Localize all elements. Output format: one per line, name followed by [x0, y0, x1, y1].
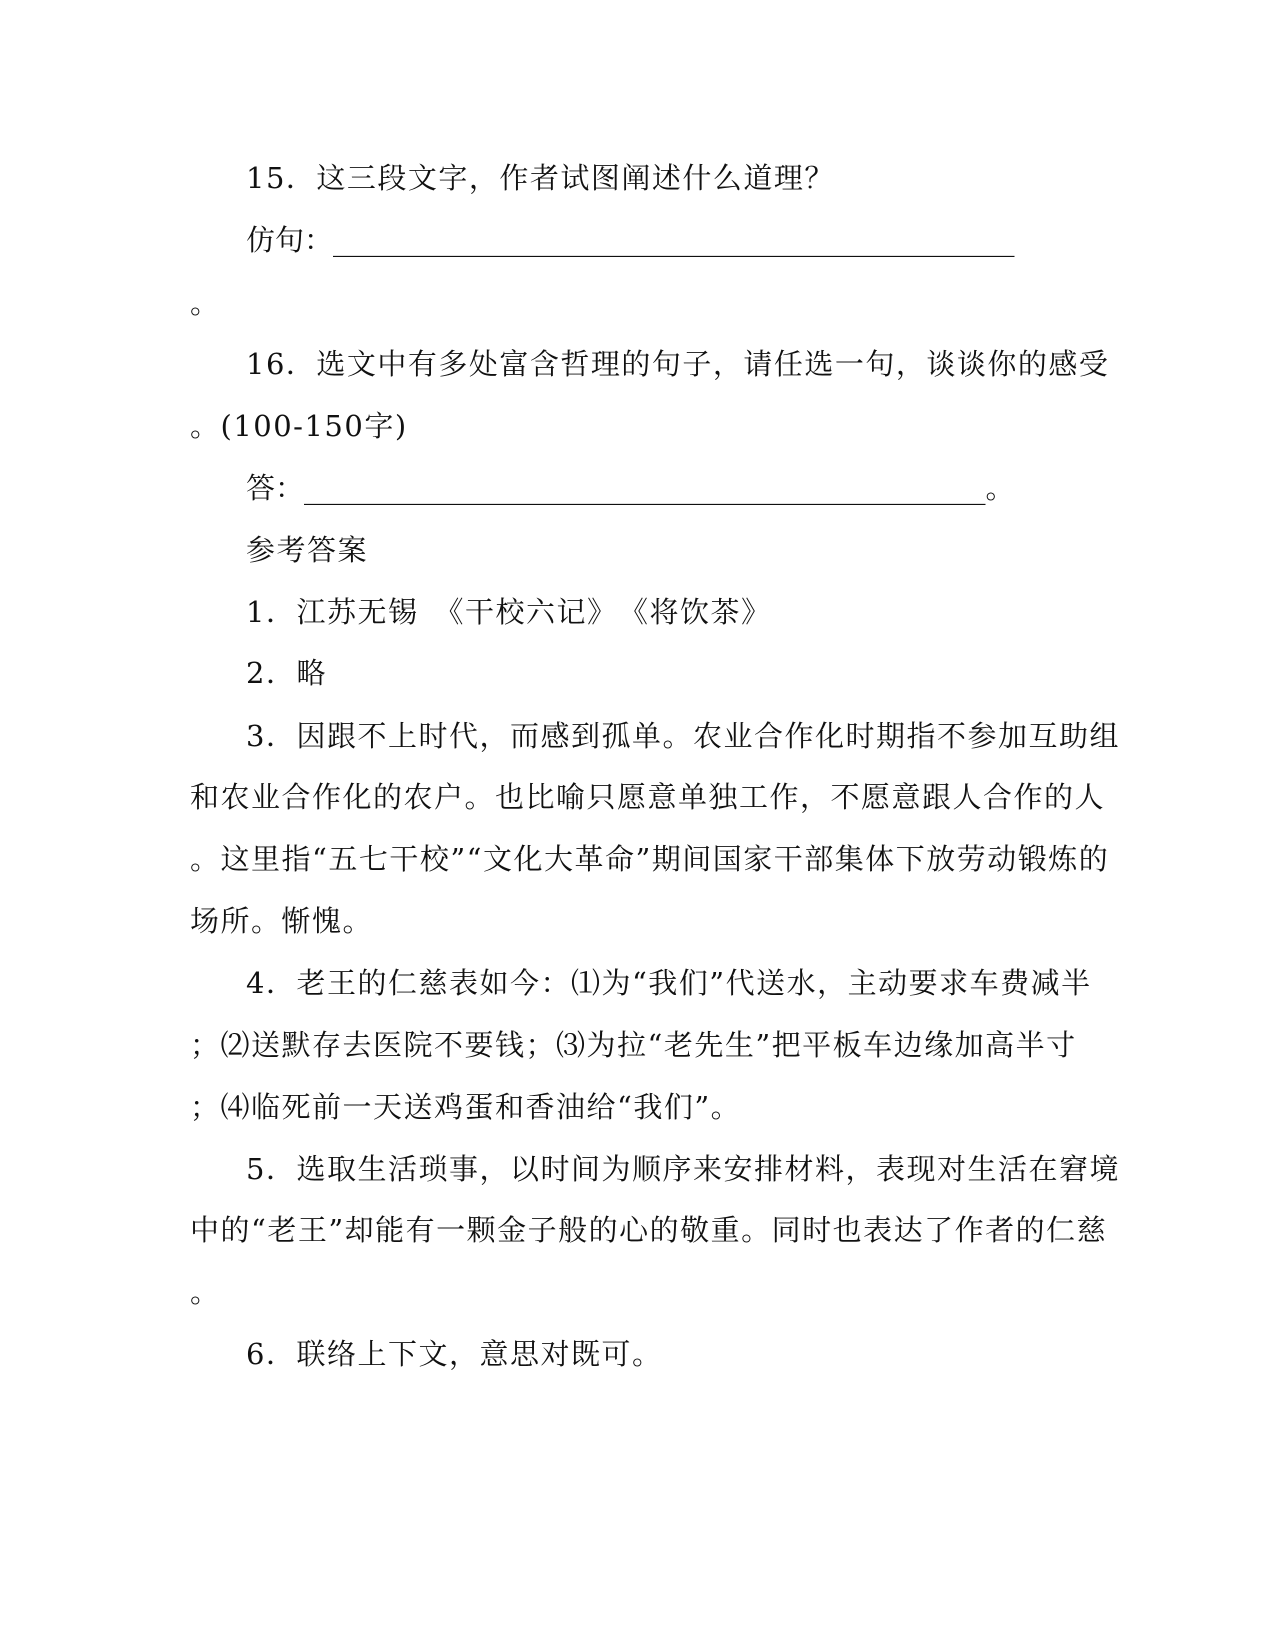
- answer-5-line-2: 中的“老王”却能有一颗金子般的心的敬重。同时也表达了作者的仁慈: [190, 1213, 1108, 1247]
- answer-4-line-2: ；⑵送默存去医院不要钱；⑶为拉“老先生”把平板车边缘加高半寸: [190, 1028, 1077, 1062]
- answer-6: 6．联络上下文，意思对既可。: [246, 1337, 663, 1371]
- answer-5-line-3: 。: [190, 1275, 221, 1309]
- answer-1: 1．江苏无锡 《干校六记》 《将饮茶》: [246, 595, 772, 629]
- answer-3-line-2: 和农业合作化的农户。也比喻只愿意单独工作，不愿意跟人合作的人: [190, 780, 1106, 814]
- continuation-period: 。: [190, 286, 221, 320]
- answer-4-line-1: 4．老王的仁慈表如今：⑴为“我们”代送水，主动要求车费减半: [246, 966, 1092, 1000]
- imitation-answer-line: 仿句：_______________________________________________: [246, 223, 1015, 257]
- answer-line: 答：_______________________________________________。: [246, 471, 1015, 505]
- answer-2: 2．略: [246, 656, 327, 690]
- question-16-word-limit: 。(100-150字): [190, 409, 408, 443]
- question-16: 16．选文中有多处富含哲理的句子，请任选一句，谈谈你的感受: [246, 347, 1110, 381]
- answer-3-line-1: 3．因跟不上时代，而感到孤单。农业合作化时期指不参加互助组: [246, 719, 1120, 753]
- question-15: 15．这三段文字，作者试图阐述什么道理？: [246, 161, 835, 195]
- answer-3-line-4: 场所。惭愧。: [190, 904, 374, 938]
- reference-answers-heading: 参考答案: [246, 533, 369, 567]
- answer-4-line-3: ；⑷临死前一天送鸡蛋和香油给“我们”。: [190, 1090, 742, 1124]
- answer-3-line-3: 。这里指“五七干校”“文化大革命”期间国家干部集体下放劳动锻炼的: [190, 842, 1110, 876]
- answer-5-line-1: 5．选取生活琐事，以时间为顺序来安排材料，表现对生活在窘境: [246, 1152, 1120, 1186]
